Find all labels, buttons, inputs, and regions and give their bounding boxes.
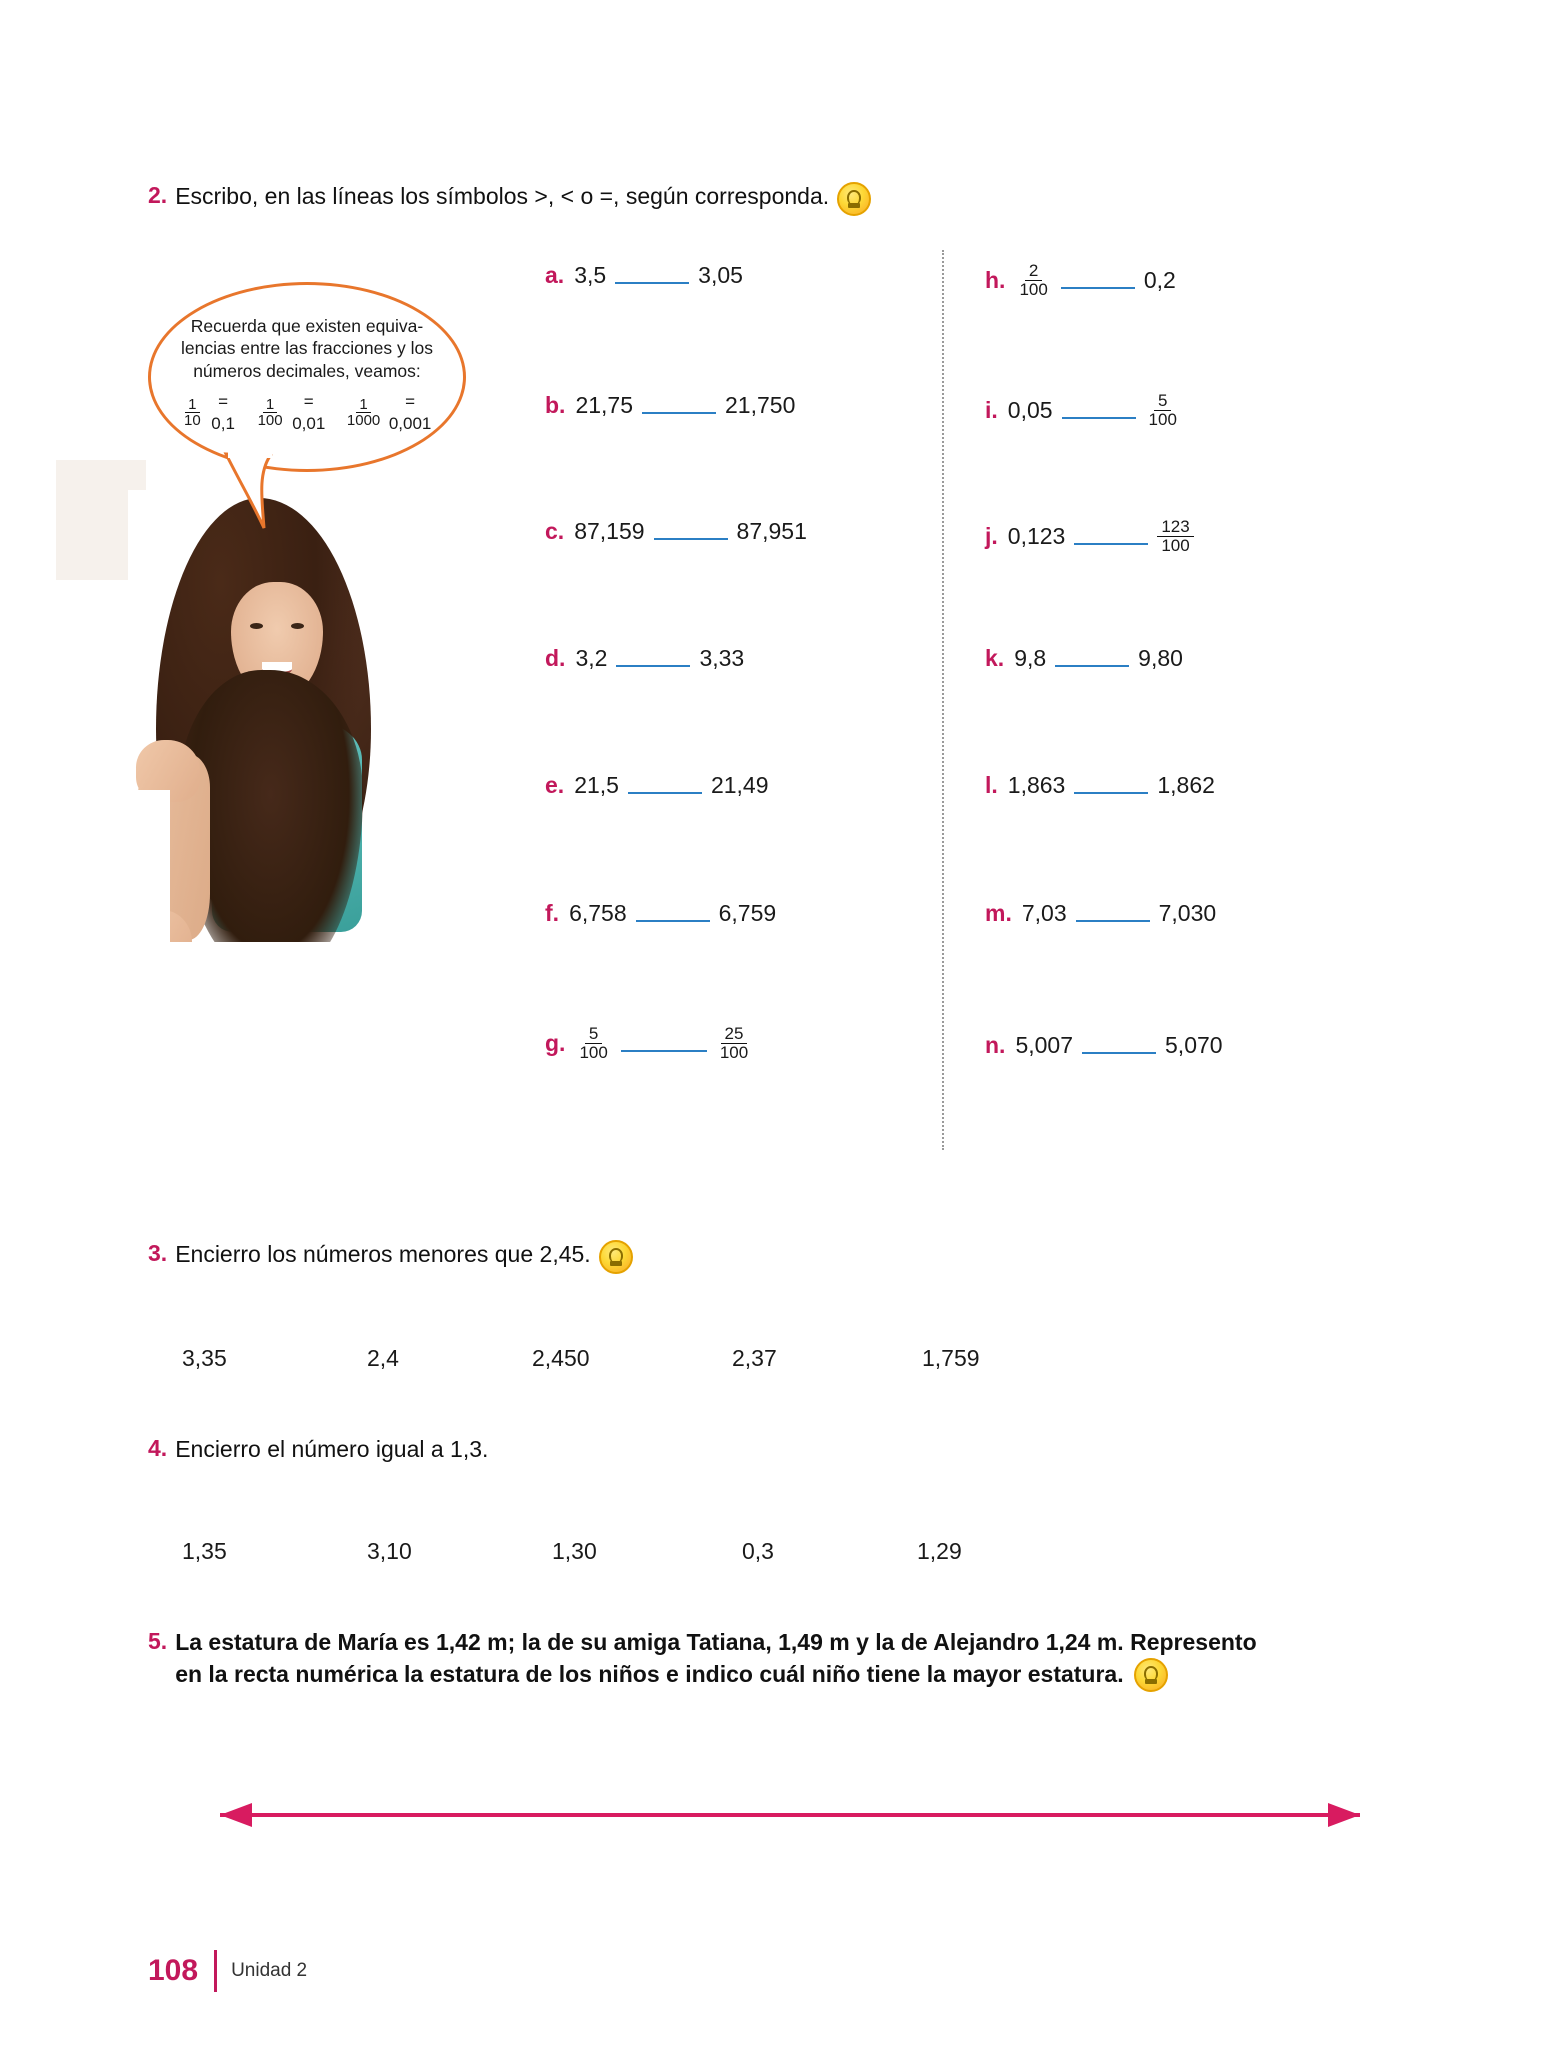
fraction-equivalence: = 0,1 bbox=[211, 392, 235, 433]
fraction-equivalence: = 0,01 bbox=[292, 392, 326, 433]
problem-b[interactable] bbox=[545, 392, 795, 419]
answer-blank[interactable] bbox=[642, 397, 716, 414]
problem-left-value: 87,159 bbox=[574, 518, 645, 544]
fraction-numerator: 123 bbox=[1157, 518, 1193, 537]
student-photo bbox=[128, 490, 398, 1130]
exercise-5-line-1: La estatura de María es 1,42 m; la de su amiga Tatiana, 1,49 m y la de Alejandro 1,24 m. Represento bbox=[175, 1629, 1257, 1655]
problem-right-value: 87,951 bbox=[736, 518, 807, 544]
speech-bubble-tail-icon bbox=[218, 452, 288, 532]
problem-label: c. bbox=[545, 518, 565, 544]
problem-left-value: 1,863 bbox=[1007, 772, 1066, 798]
number-option[interactable]: 3,35 bbox=[182, 1345, 227, 1371]
fraction-denominator: 100 bbox=[1148, 410, 1177, 430]
problem-label: g. bbox=[545, 1030, 566, 1057]
exercise-2-instruction: Escribo, en las líneas los símbolos >, < o =, según corresponda. bbox=[175, 183, 830, 209]
problem-right-fraction bbox=[716, 1025, 752, 1062]
bubble-fraction-1 bbox=[181, 391, 239, 435]
page-number: 108 bbox=[148, 1954, 199, 1987]
answer-blank[interactable] bbox=[636, 905, 710, 922]
answer-blank[interactable] bbox=[654, 523, 728, 540]
problem-label: a. bbox=[545, 262, 565, 288]
column-divider bbox=[942, 250, 944, 1150]
number-option[interactable]: 1,35 bbox=[182, 1538, 227, 1564]
bubble-fraction-3 bbox=[344, 391, 433, 435]
lightbulb-icon bbox=[599, 1240, 633, 1274]
bubble-line-3: números decimales, veamos: bbox=[193, 360, 421, 381]
problem-d[interactable] bbox=[545, 645, 744, 672]
lightbulb-icon bbox=[837, 182, 871, 216]
exercise-5-number: 5. bbox=[148, 1628, 168, 1654]
exercise-4-numbers bbox=[182, 1538, 962, 1565]
number-option[interactable]: 2,450 bbox=[532, 1345, 590, 1371]
page-footer bbox=[148, 1950, 307, 1992]
problem-label: h. bbox=[985, 267, 1006, 294]
problem-left-value: 21,5 bbox=[574, 772, 619, 798]
exercise-4-number: 4. bbox=[148, 1435, 168, 1461]
fraction-numerator: 2 bbox=[1025, 262, 1042, 281]
bubble-fraction-list bbox=[181, 391, 433, 435]
problem-left-value: 3,2 bbox=[575, 645, 608, 671]
answer-blank[interactable] bbox=[621, 1035, 707, 1052]
fraction-denominator: 100 bbox=[1019, 280, 1048, 300]
exercise-2-number: 2. bbox=[148, 182, 168, 208]
exercise-5-header bbox=[148, 1628, 1448, 1692]
photo-eye-right bbox=[291, 623, 304, 629]
problem-left-value: 6,758 bbox=[569, 900, 627, 926]
exercise-4-header bbox=[148, 1435, 488, 1465]
unit-label: Unidad 2 bbox=[231, 1960, 308, 1981]
problem-right-value: 3,05 bbox=[698, 262, 743, 288]
number-option[interactable]: 3,10 bbox=[367, 1538, 412, 1564]
problem-right-value: 9,80 bbox=[1138, 645, 1183, 671]
number-option[interactable]: 1,30 bbox=[552, 1538, 597, 1564]
problem-a[interactable] bbox=[545, 262, 743, 289]
photo-eye-left bbox=[250, 623, 263, 629]
problem-left-value: 21,75 bbox=[575, 392, 634, 418]
problem-left-value: 3,5 bbox=[574, 262, 607, 288]
problem-left-value: 9,8 bbox=[1014, 645, 1047, 671]
fraction-denominator: 100 bbox=[1161, 536, 1190, 556]
problem-left-value: 0,05 bbox=[1007, 397, 1053, 424]
number-option[interactable]: 1,29 bbox=[917, 1538, 962, 1564]
problem-i[interactable] bbox=[985, 392, 1181, 429]
problem-n[interactable] bbox=[985, 1032, 1223, 1059]
fraction-numerator: 1 bbox=[263, 397, 277, 414]
exercise-3-instruction: Encierro los números menores que 2,45. bbox=[175, 1241, 591, 1267]
answer-blank[interactable] bbox=[1076, 905, 1150, 922]
fraction-denominator: 100 bbox=[257, 412, 283, 430]
exercise-3-number: 3. bbox=[148, 1240, 168, 1266]
answer-blank[interactable] bbox=[1055, 650, 1129, 667]
problem-left-value: 7,03 bbox=[1021, 900, 1067, 926]
exercise-3-numbers bbox=[182, 1345, 980, 1372]
fraction-denominator: 10 bbox=[184, 412, 201, 430]
problem-left-value: 5,007 bbox=[1015, 1032, 1074, 1058]
problem-left-fraction bbox=[575, 1025, 611, 1062]
problem-right-value: 6,759 bbox=[718, 900, 777, 926]
answer-blank[interactable] bbox=[1074, 528, 1148, 545]
bubble-fraction-2 bbox=[255, 391, 328, 435]
problem-right-value: 5,070 bbox=[1165, 1032, 1223, 1058]
bubble-line-2: lencias entre las fracciones y los bbox=[181, 338, 433, 359]
fraction-numerator: 25 bbox=[721, 1025, 748, 1044]
problem-right-value: 7,030 bbox=[1158, 900, 1217, 926]
problem-label: d. bbox=[545, 645, 566, 671]
problem-m[interactable] bbox=[985, 900, 1216, 927]
fraction-denominator: 100 bbox=[719, 1043, 749, 1063]
answer-blank[interactable] bbox=[1062, 402, 1136, 419]
exercise-3-header bbox=[148, 1240, 633, 1274]
number-line[interactable] bbox=[190, 1800, 1390, 1830]
fraction-numerator: 1 bbox=[356, 397, 370, 414]
problem-e[interactable] bbox=[545, 772, 769, 799]
fraction-equivalence: = 0,001 bbox=[388, 392, 432, 433]
problem-label: n. bbox=[985, 1032, 1006, 1058]
problem-label: i. bbox=[985, 397, 998, 424]
exercise-4-instruction: Encierro el número igual a 1,3. bbox=[175, 1436, 489, 1462]
problem-label: k. bbox=[985, 645, 1005, 671]
problem-f[interactable] bbox=[545, 900, 776, 927]
problem-l[interactable] bbox=[985, 772, 1215, 799]
problem-right-fraction bbox=[1145, 392, 1181, 429]
problem-label: l. bbox=[985, 772, 998, 798]
problem-right-value: 0,2 bbox=[1143, 267, 1176, 294]
problem-label: e. bbox=[545, 772, 565, 798]
problem-left-fraction bbox=[1015, 262, 1051, 299]
problem-k[interactable] bbox=[985, 645, 1183, 672]
fraction-denominator: 1000 bbox=[346, 412, 381, 430]
bubble-line-1: Recuerda que existen equiva- bbox=[190, 316, 424, 336]
problem-right-value: 1,862 bbox=[1157, 772, 1215, 798]
answer-blank[interactable] bbox=[628, 777, 702, 794]
problem-h[interactable] bbox=[985, 262, 1176, 299]
problem-right-fraction bbox=[1157, 518, 1193, 555]
problem-label: f. bbox=[545, 900, 560, 926]
problem-left-value: 0,123 bbox=[1007, 523, 1066, 550]
problem-j[interactable] bbox=[985, 518, 1194, 555]
exercise-2-header bbox=[148, 182, 871, 216]
number-option[interactable]: 2,37 bbox=[732, 1345, 777, 1371]
number-option[interactable]: 1,759 bbox=[922, 1345, 980, 1371]
problem-right-value: 3,33 bbox=[699, 645, 745, 671]
fraction-numerator: 5 bbox=[585, 1025, 602, 1044]
problem-c[interactable] bbox=[545, 518, 807, 545]
answer-blank[interactable] bbox=[616, 650, 690, 667]
problem-right-value: 21,750 bbox=[725, 392, 796, 418]
fraction-numerator: 1 bbox=[185, 397, 199, 414]
number-option[interactable]: 2,4 bbox=[367, 1345, 399, 1371]
problem-label: b. bbox=[545, 392, 566, 418]
problem-g[interactable] bbox=[545, 1025, 752, 1062]
answer-blank[interactable] bbox=[1074, 777, 1148, 794]
hint-speech-bubble bbox=[148, 282, 466, 472]
page-number-box bbox=[148, 1950, 217, 1992]
problem-label: m. bbox=[985, 900, 1012, 926]
fraction-numerator: 5 bbox=[1154, 392, 1171, 411]
problem-right-value: 21,49 bbox=[710, 772, 769, 798]
exercise-5-line-2: en la recta numérica la estatura de los niños e indico cuál niño tiene la mayor estatura. bbox=[175, 1660, 1124, 1687]
answer-blank[interactable] bbox=[1061, 272, 1135, 289]
answer-blank[interactable] bbox=[1082, 1037, 1156, 1054]
lightbulb-icon bbox=[1134, 1658, 1168, 1692]
photo-white-board bbox=[164, 942, 398, 1130]
number-option[interactable]: 0,3 bbox=[742, 1538, 774, 1564]
answer-blank[interactable] bbox=[615, 267, 689, 284]
problem-label: j. bbox=[985, 523, 998, 550]
fraction-denominator: 100 bbox=[579, 1043, 608, 1063]
